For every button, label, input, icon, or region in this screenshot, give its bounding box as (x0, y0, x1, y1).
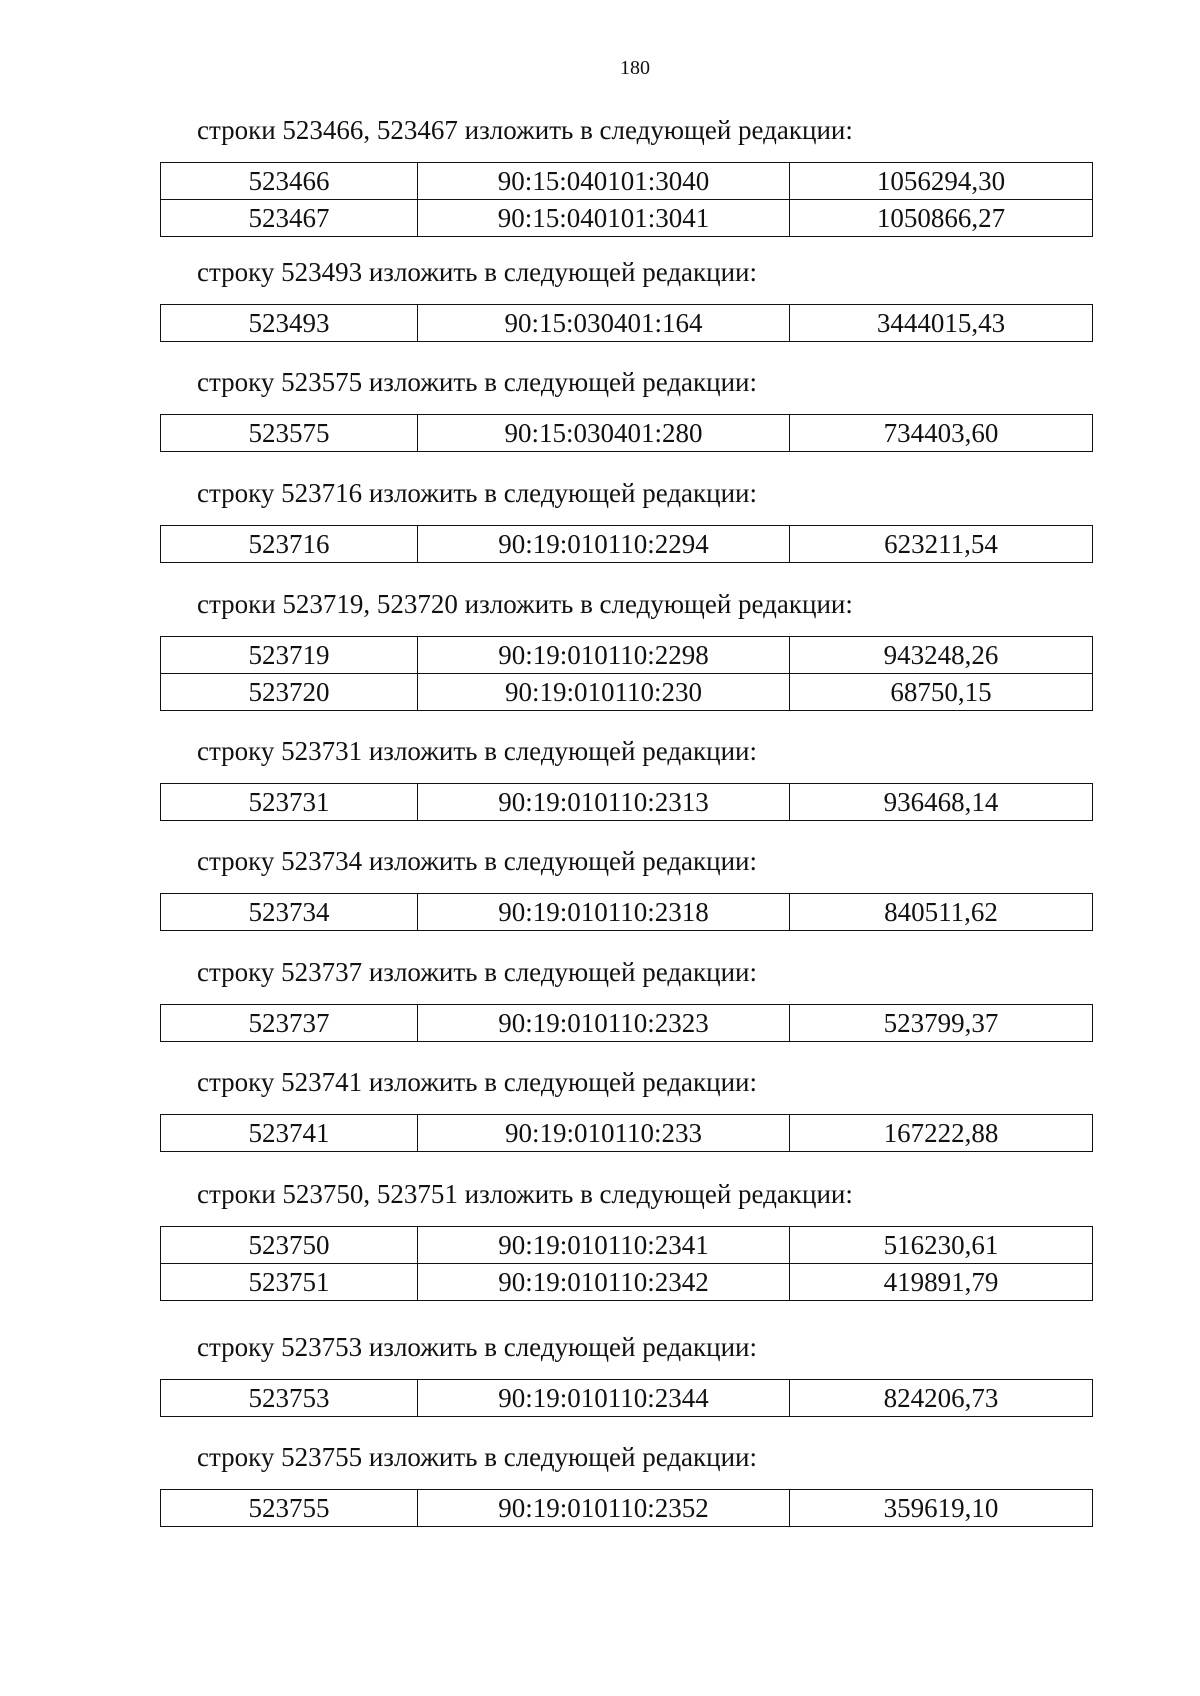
amendment-intro: строку 523575 изложить в следующей редакции: (197, 367, 758, 397)
amendment-table (160, 783, 1093, 821)
amendment-intro: строки 523719, 523720 изложить в следующей редакции: (197, 589, 853, 619)
cadastral-number-cell: 90:15:030401:280 (418, 415, 790, 452)
amendment-table (160, 636, 1093, 711)
table-row (161, 415, 1093, 452)
table-row (161, 674, 1093, 711)
value-cell: 1056294,30 (790, 163, 1093, 200)
table-row (161, 784, 1093, 821)
table-row (161, 526, 1093, 563)
value-cell: 523799,37 (790, 1005, 1093, 1042)
amendment-intro: строку 523755 изложить в следующей редакции: (197, 1442, 758, 1472)
amendment-table (160, 304, 1093, 342)
table-row (161, 163, 1093, 200)
table-row (161, 637, 1093, 674)
table-row (161, 1115, 1093, 1152)
amendment-intro: строку 523493 изложить в следующей редакции: (197, 257, 758, 287)
row-number-cell: 523741 (161, 1115, 418, 1152)
amendment-table (160, 162, 1093, 237)
cadastral-number-cell: 90:19:010110:230 (418, 674, 790, 711)
value-cell: 840511,62 (790, 894, 1093, 931)
cadastral-number-cell: 90:19:010110:2318 (418, 894, 790, 931)
value-cell: 623211,54 (790, 526, 1093, 563)
row-number-cell: 523750 (161, 1227, 418, 1264)
amendment-intro: строку 523734 изложить в следующей редакции: (197, 846, 758, 876)
cadastral-number-cell: 90:19:010110:2323 (418, 1005, 790, 1042)
row-number-cell: 523737 (161, 1005, 418, 1042)
value-cell: 734403,60 (790, 415, 1093, 452)
amendment-intro: строки 523750, 523751 изложить в следующей редакции: (197, 1179, 853, 1209)
amendment-table (160, 893, 1093, 931)
value-cell: 68750,15 (790, 674, 1093, 711)
row-number-cell: 523575 (161, 415, 418, 452)
cadastral-number-cell: 90:19:010110:2341 (418, 1227, 790, 1264)
value-cell: 3444015,43 (790, 305, 1093, 342)
value-cell: 359619,10 (790, 1490, 1093, 1527)
cadastral-number-cell: 90:15:040101:3040 (418, 163, 790, 200)
amendment-intro: строку 523737 изложить в следующей редакции: (197, 957, 758, 987)
value-cell: 943248,26 (790, 637, 1093, 674)
row-number-cell: 523731 (161, 784, 418, 821)
table-row (161, 305, 1093, 342)
value-cell: 167222,88 (790, 1115, 1093, 1152)
cadastral-number-cell: 90:19:010110:2294 (418, 526, 790, 563)
cadastral-number-cell: 90:19:010110:233 (418, 1115, 790, 1152)
amendment-table (160, 1226, 1093, 1301)
row-number-cell: 523467 (161, 200, 418, 237)
amendment-intro: строки 523466, 523467 изложить в следующей редакции: (197, 115, 853, 145)
page-number: 180 (620, 57, 650, 79)
row-number-cell: 523753 (161, 1380, 418, 1417)
table-row (161, 1005, 1093, 1042)
value-cell: 824206,73 (790, 1380, 1093, 1417)
amendment-intro: строку 523731 изложить в следующей редакции: (197, 736, 758, 766)
value-cell: 516230,61 (790, 1227, 1093, 1264)
amendment-table (160, 1489, 1093, 1527)
amendment-intro: строку 523753 изложить в следующей редакции: (197, 1332, 758, 1362)
table-row (161, 894, 1093, 931)
row-number-cell: 523716 (161, 526, 418, 563)
amendment-table (160, 525, 1093, 563)
table-row (161, 1490, 1093, 1527)
value-cell: 936468,14 (790, 784, 1093, 821)
value-cell: 419891,79 (790, 1264, 1093, 1301)
cadastral-number-cell: 90:19:010110:2298 (418, 637, 790, 674)
amendment-table (160, 1004, 1093, 1042)
cadastral-number-cell: 90:15:040101:3041 (418, 200, 790, 237)
cadastral-number-cell: 90:19:010110:2352 (418, 1490, 790, 1527)
table-row (161, 1227, 1093, 1264)
cadastral-number-cell: 90:19:010110:2344 (418, 1380, 790, 1417)
value-cell: 1050866,27 (790, 200, 1093, 237)
row-number-cell: 523755 (161, 1490, 418, 1527)
amendment-intro: строку 523716 изложить в следующей редакции: (197, 478, 758, 508)
cadastral-number-cell: 90:15:030401:164 (418, 305, 790, 342)
row-number-cell: 523466 (161, 163, 418, 200)
cadastral-number-cell: 90:19:010110:2342 (418, 1264, 790, 1301)
amendment-intro: строку 523741 изложить в следующей редакции: (197, 1067, 758, 1097)
table-row (161, 200, 1093, 237)
table-row (161, 1380, 1093, 1417)
amendment-table (160, 1379, 1093, 1417)
amendment-table (160, 1114, 1093, 1152)
row-number-cell: 523720 (161, 674, 418, 711)
row-number-cell: 523493 (161, 305, 418, 342)
cadastral-number-cell: 90:19:010110:2313 (418, 784, 790, 821)
amendment-table (160, 414, 1093, 452)
table-row (161, 1264, 1093, 1301)
row-number-cell: 523719 (161, 637, 418, 674)
row-number-cell: 523751 (161, 1264, 418, 1301)
row-number-cell: 523734 (161, 894, 418, 931)
